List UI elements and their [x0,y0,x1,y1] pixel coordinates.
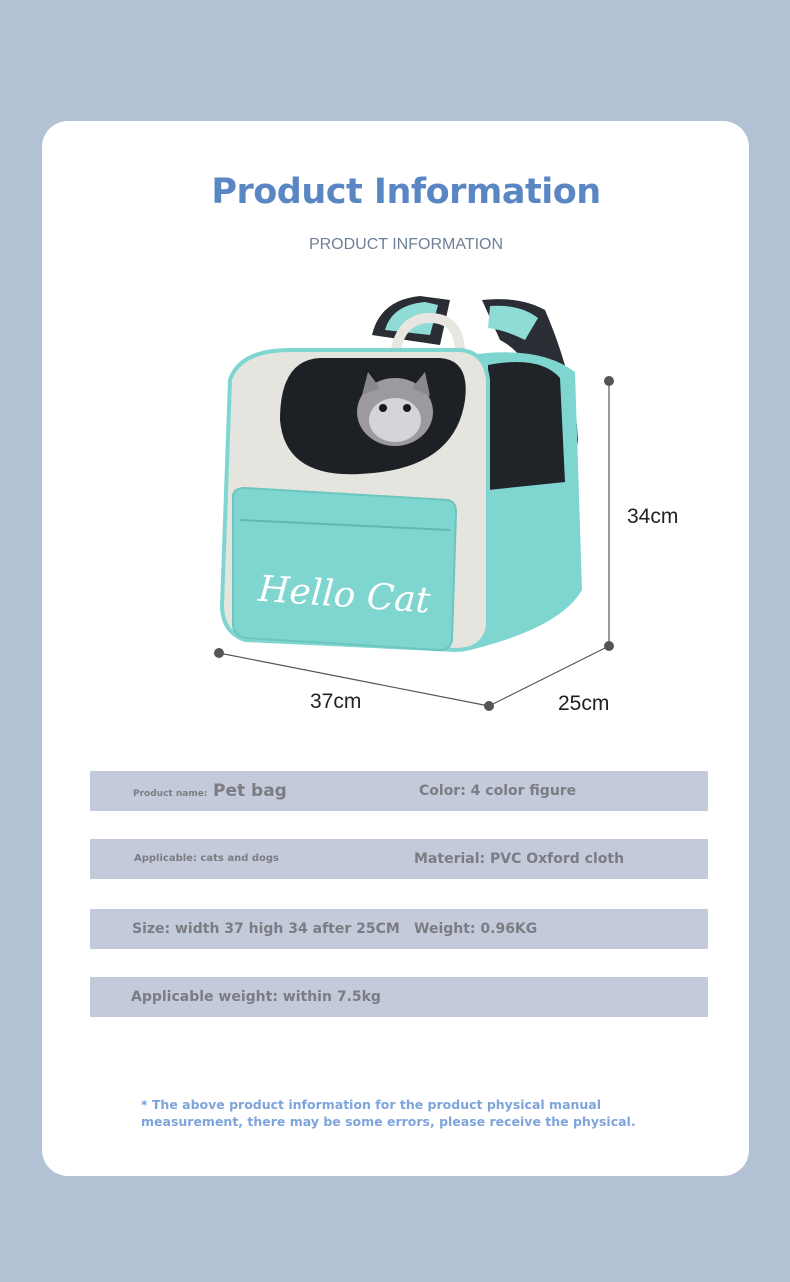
width-dimension: 37cm [310,690,362,713]
measurement-disclaimer: * The above product information for the product physical manual measurement, there may be some errors, please receive the physical. [141,1097,636,1129]
bag-logo-text: Hello Cat [256,568,432,622]
applicable-pets: Applicable: cats and dogs [134,853,279,864]
product-color: Color: 4 color figure [419,783,577,799]
page-subtitle: PRODUCT INFORMATION [308,236,504,253]
product-size: Size: width 37 high 34 after 25CM [132,921,400,937]
product-material: Material: PVC Oxford cloth [414,851,625,867]
spec-row-3 [90,909,708,949]
product-weight: Weight: 0.96KG [414,921,538,937]
spec-row-2 [90,839,708,879]
depth-dimension: 25cm [558,692,610,715]
height-dimension: 34cm [627,505,679,528]
product-name [133,771,287,811]
pet-backpack-illustration [170,280,650,720]
product-name-label: Product name: [133,789,208,799]
side-mesh [488,362,565,490]
page-title: Product Information [211,172,601,212]
spec-row-1 [90,771,708,811]
spec-row-4 [90,977,708,1017]
product-name-value: Pet bag [212,781,287,801]
product-image [170,280,650,720]
applicable-weight: Applicable weight: within 7.5kg [131,989,381,1005]
